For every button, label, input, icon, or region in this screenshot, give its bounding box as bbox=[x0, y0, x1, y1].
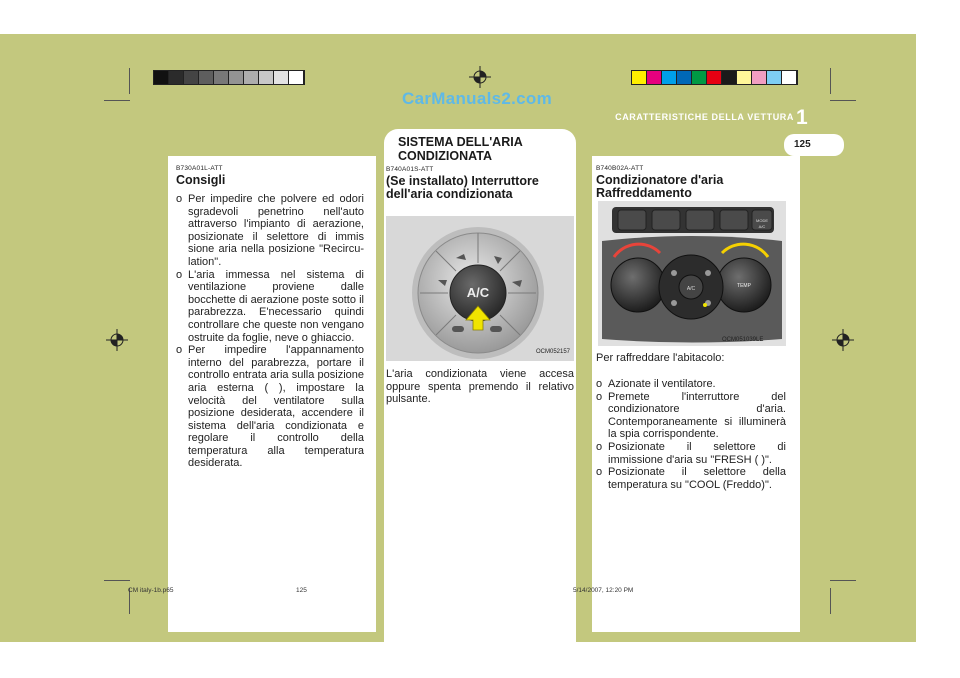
crop-mark bbox=[830, 100, 856, 101]
color-swatch bbox=[692, 71, 707, 84]
list-item: o Per impedire che polvere ed odori sgradevoli penetrino nell'auto attraverso l'impianto di aerazione, posizionate il selettore di immis sione aria nella posizione "Recircu- lation". bbox=[176, 193, 364, 268]
color-swatch bbox=[767, 71, 782, 84]
figure-label: OCM051039LE bbox=[722, 337, 764, 343]
crop-mark bbox=[129, 68, 130, 94]
section-code: B730A01L-ATT bbox=[176, 165, 223, 172]
body-text: L'aria condizionata viene accesa oppure spenta premendo il relativo pulsante. bbox=[386, 368, 574, 406]
color-swatch bbox=[707, 71, 722, 84]
ac-button-photo bbox=[386, 216, 574, 361]
color-swatch bbox=[647, 71, 662, 84]
footer-file: CM italy-1b.p65 bbox=[128, 587, 174, 594]
section-heading: (Se installato) Interruttore dell'aria condizionata bbox=[386, 174, 539, 201]
color-swatch bbox=[289, 71, 304, 84]
color-swatch bbox=[677, 71, 692, 84]
svg-text:MODE: MODE bbox=[756, 218, 768, 223]
tips-list bbox=[176, 193, 364, 470]
list-item: o Posizionate il selettore della temperatura su "COOL (Freddo)". bbox=[596, 466, 786, 491]
list-item: o L'aria immessa nel sistema di ventilazione proviene dalle bocchette di aerazione poste sotto il parabrezza. E'necessario quindi controllare che queste non vengano ostruite da foglie, neve o ghiaccio. bbox=[176, 268, 364, 344]
section-code: B740B02A-ATT bbox=[596, 165, 644, 172]
color-swatch bbox=[244, 71, 259, 84]
color-swatch bbox=[184, 71, 199, 84]
color-swatch bbox=[199, 71, 214, 84]
color-swatch bbox=[752, 71, 767, 84]
registration-mark-right bbox=[832, 329, 854, 351]
footer-date: 5/14/2007, 12:20 PM bbox=[573, 587, 634, 594]
section-title: SISTEMA DELL'ARIA CONDIZIONATA bbox=[398, 135, 523, 163]
svg-text:TEMP: TEMP bbox=[737, 283, 751, 289]
color-swatch bbox=[737, 71, 752, 84]
crop-mark bbox=[830, 68, 831, 94]
color-swatch bbox=[154, 71, 169, 84]
color-swatch bbox=[722, 71, 737, 84]
color-swatch bbox=[259, 71, 274, 84]
climate-panel-photo bbox=[598, 201, 786, 346]
page-number-tab bbox=[784, 134, 844, 156]
steps-list bbox=[596, 378, 786, 491]
column-right bbox=[592, 156, 800, 632]
list-item: o Azionate il ventilatore. bbox=[596, 378, 716, 390]
ac-button-label: A/C bbox=[466, 285, 490, 300]
svg-text:A/C: A/C bbox=[758, 224, 766, 229]
crop-mark bbox=[830, 580, 856, 581]
section-code: B740A01S-ATT bbox=[386, 166, 434, 173]
color-swatch bbox=[662, 71, 677, 84]
figure-label: OCM052157 bbox=[536, 349, 571, 355]
column-left bbox=[168, 156, 376, 632]
page-number: 125 bbox=[794, 139, 811, 150]
section-heading: Condizionatore d'aria Raffreddamento bbox=[596, 173, 724, 200]
list-item: o Posizionate il selettore di immissione d'aria su "FRESH ( )". bbox=[596, 440, 786, 466]
color-swatch bbox=[214, 71, 229, 84]
section-heading: Consigli bbox=[176, 173, 226, 187]
chapter-title: CARATTERISTICHE DELLA VETTURA bbox=[615, 112, 794, 122]
intro-text: Per raffreddare l'abitacolo: bbox=[596, 352, 725, 364]
color-swatch bbox=[169, 71, 184, 84]
crop-mark bbox=[830, 588, 831, 614]
gray-calibration-bar bbox=[153, 70, 305, 85]
color-calibration-bar bbox=[631, 70, 798, 85]
chapter-number: 1 bbox=[796, 106, 808, 129]
column-middle bbox=[384, 166, 576, 645]
registration-mark-top bbox=[469, 66, 491, 88]
color-swatch bbox=[632, 71, 647, 84]
color-swatch bbox=[229, 71, 244, 84]
crop-mark bbox=[104, 580, 130, 581]
crop-mark bbox=[104, 100, 130, 101]
list-item: o Premete l'interruttore del condizionatore d'aria. Contemporaneamente si illuminerà la spia corrispondente. bbox=[596, 390, 786, 441]
watermark: CarManuals2.com bbox=[402, 89, 552, 108]
registration-mark-left bbox=[106, 329, 128, 351]
footer-page: 125 bbox=[296, 587, 307, 594]
svg-text:A/C: A/C bbox=[686, 286, 696, 292]
color-swatch bbox=[782, 71, 797, 84]
list-item: o Per impedire l'appannamento interno del parabrezza, portare il controllo entrata aria sulla posizione aria esterna ( ), impostare la velocità del ventilatore sulla posizione desiderata, accendere il sistema dell'aria condizionata e regolare il controllo della temperatura alla temperatura desiderata. bbox=[176, 344, 364, 470]
color-swatch bbox=[274, 71, 289, 84]
